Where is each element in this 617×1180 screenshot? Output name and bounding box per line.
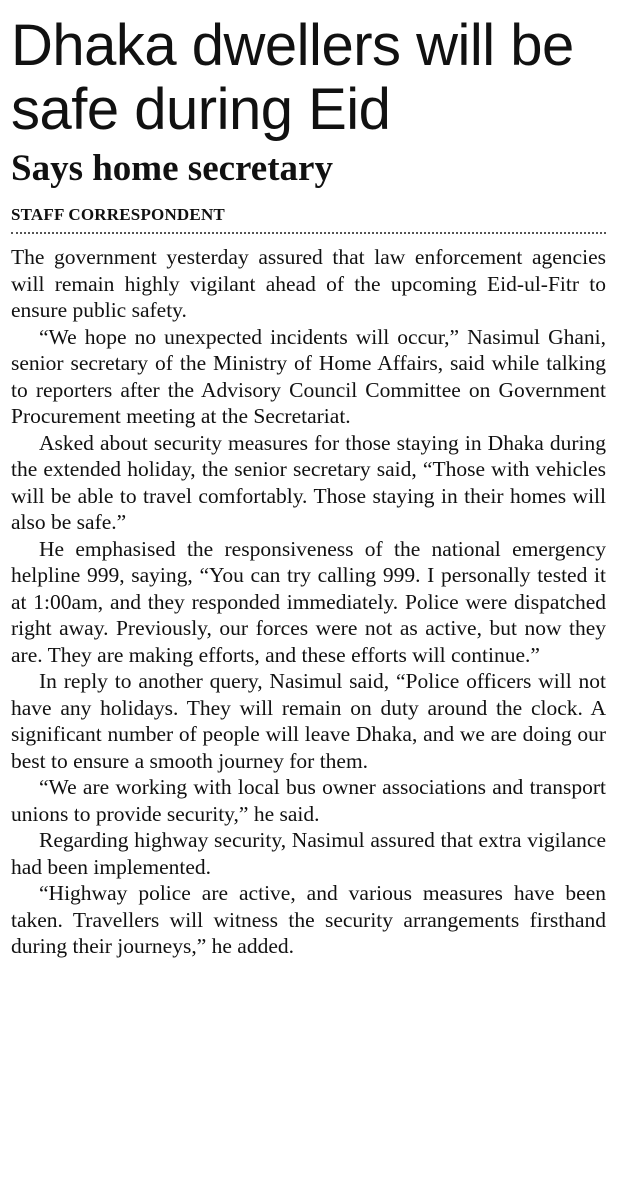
paragraph: Asked about security measures for those staying in Dhaka during the extended holiday, the senior secretary said, “Those with vehicles will be able to travel comfortably. Those staying in their homes will also be safe.” xyxy=(11,430,606,534)
paragraph: “We are working with local bus owner associations and transport unions to provide security,” he said. xyxy=(11,775,606,826)
paragraph: “Highway police are active, and various measures have been taken. Travellers will witness the security arrangements firsthand during their journeys,” he added. xyxy=(11,881,606,958)
news-article xyxy=(11,14,606,960)
paragraph: The government yesterday assured that law enforcement agencies will remain highly vigilant ahead of the upcoming Eid-ul-Fitr to ensure public safety. xyxy=(11,245,606,322)
headline: Dhaka dwellers will be safe during Eid xyxy=(11,13,574,142)
dotted-divider xyxy=(11,232,606,234)
paragraph: “We hope no unexpected incidents will occur,” Nasimul Ghani, senior secretary of the Ministry of Home Affairs, said while talking to reporters after the Advisory Council Committee on Government Procurement meeting at the Secretariat. xyxy=(11,324,606,428)
paragraph: He emphasised the responsiveness of the national emergency helpline 999, saying, “You can try calling 999. I personally tested it at 1:00am, and they responded immediately. Police were dispatched right away. Previously, our forces were not as active, but now they are. They are making efforts, and these efforts will continue.” xyxy=(11,536,606,667)
byline: STAFF CORRESPONDENT xyxy=(11,205,225,224)
subheadline: Says home secretary xyxy=(11,148,333,189)
article-body xyxy=(11,244,606,960)
paragraph: Regarding highway security, Nasimul assured that extra vigilance had been implemented. xyxy=(11,828,606,879)
paragraph: In reply to another query, Nasimul said, “Police officers will not have any holidays. They will remain on duty around the clock. A significant number of people will leave Dhaka, and we are doing our best to ensure a smooth journey for them. xyxy=(11,669,606,773)
